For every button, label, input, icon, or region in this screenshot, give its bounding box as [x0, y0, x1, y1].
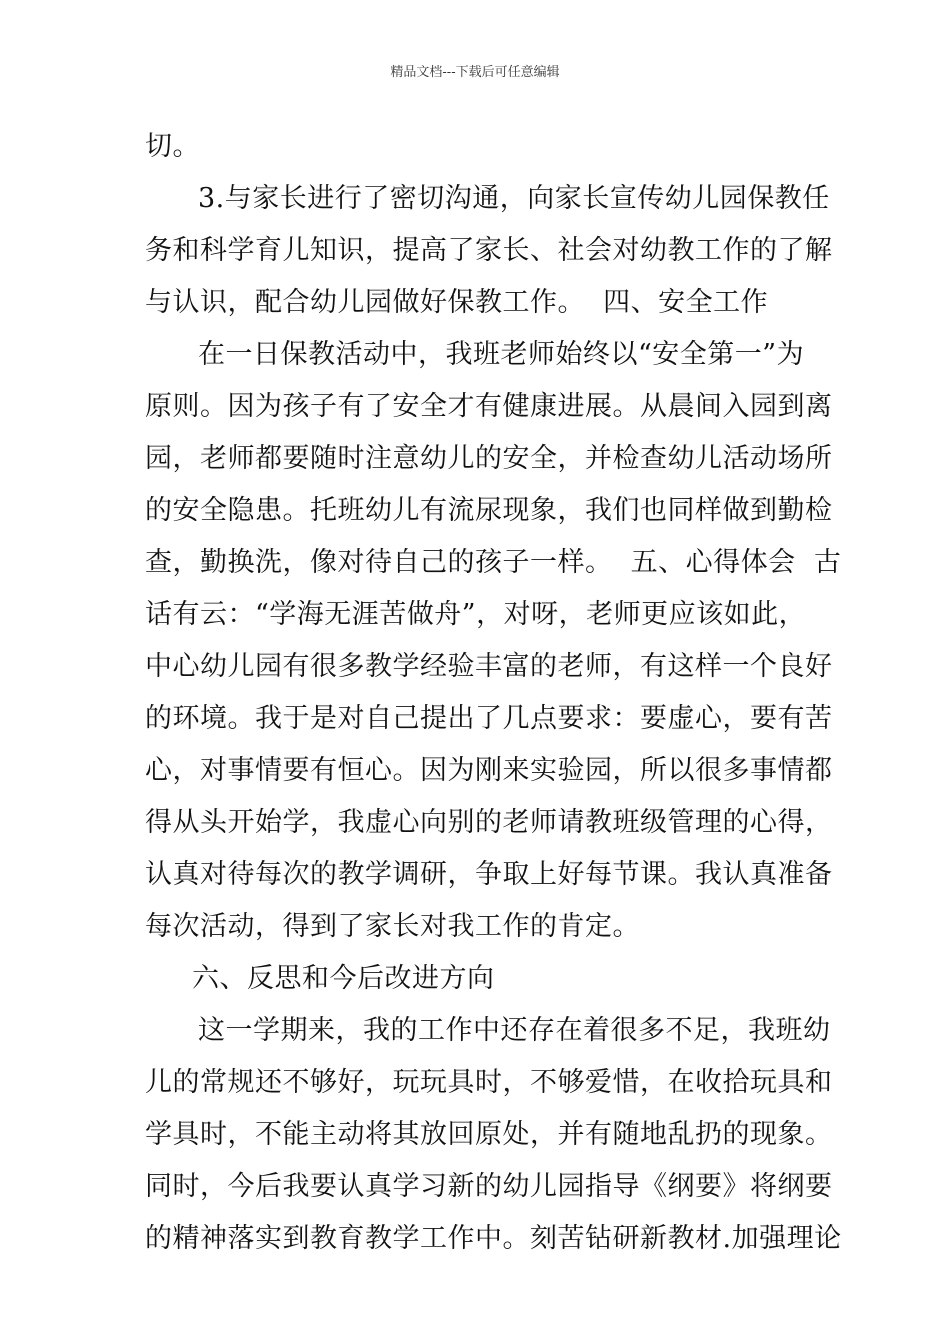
text-line: 话有云：“学海无涯苦做舟”，对呀，老师更应该如此， — [145, 599, 807, 630]
text-line: 园，老师都要随时注意幼儿的安全，并检查幼儿活动场所 — [145, 443, 833, 474]
text-line: 儿的常规还不够好，玩玩具时，不够爱惜，在收拾玩具和 — [145, 1067, 833, 1098]
text-line: 查，勤换洗，像对待自己的孩子一样。 五、心得体会 古 — [145, 547, 842, 578]
text-line: 切。 — [145, 131, 200, 162]
text-line: 与认识，配合幼儿园做好保教工作。 四、安全工作 — [145, 287, 769, 318]
text-line: 务和科学育儿知识，提高了家长、社会对幼教工作的了解 — [145, 235, 833, 266]
text-line: 的精神落实到教育教学工作中。刻苦钻研新教材.加强理论 — [145, 1223, 842, 1254]
text-line: 的安全隐患。托班幼儿有流尿现象，我们也同样做到勤检 — [145, 495, 833, 526]
text-line: 3.与家长进行了密切沟通，向家长宣传幼儿园保教任 — [198, 183, 830, 214]
text-line: 心，对事情要有恒心。因为刚来实验园，所以很多事情都 — [145, 755, 833, 786]
page-header: 精品文档---下载后可任意编辑 — [390, 65, 560, 80]
text-line: 每次活动，得到了家长对我工作的肯定。 — [145, 911, 640, 942]
section-heading: 六、反思和今后改进方向 — [192, 963, 495, 994]
text-line: 在一日保教活动中，我班老师始终以“安全第一”为 — [198, 339, 805, 370]
text-line: 的环境。我于是对自己提出了几点要求：要虚心，要有苦 — [145, 703, 833, 734]
text-line: 得从头开始学，我虚心向别的老师请教班级管理的心得， — [145, 807, 833, 838]
text-line: 中心幼儿园有很多教学经验丰富的老师，有这样一个良好 — [145, 651, 833, 682]
text-line: 原则。因为孩子有了安全才有健康进展。从晨间入园到离 — [145, 391, 833, 422]
text-line: 学具时，不能主动将其放回原处，并有随地乱扔的现象。 — [145, 1119, 833, 1150]
text-line: 这一学期来，我的工作中还存在着很多不足，我班幼 — [198, 1015, 831, 1046]
text-line: 同时，今后我要认真学习新的幼儿园指导《纲要》将纲要 — [145, 1171, 833, 1202]
text-line: 认真对待每次的教学调研，争取上好每节课。我认真准备 — [145, 859, 833, 890]
